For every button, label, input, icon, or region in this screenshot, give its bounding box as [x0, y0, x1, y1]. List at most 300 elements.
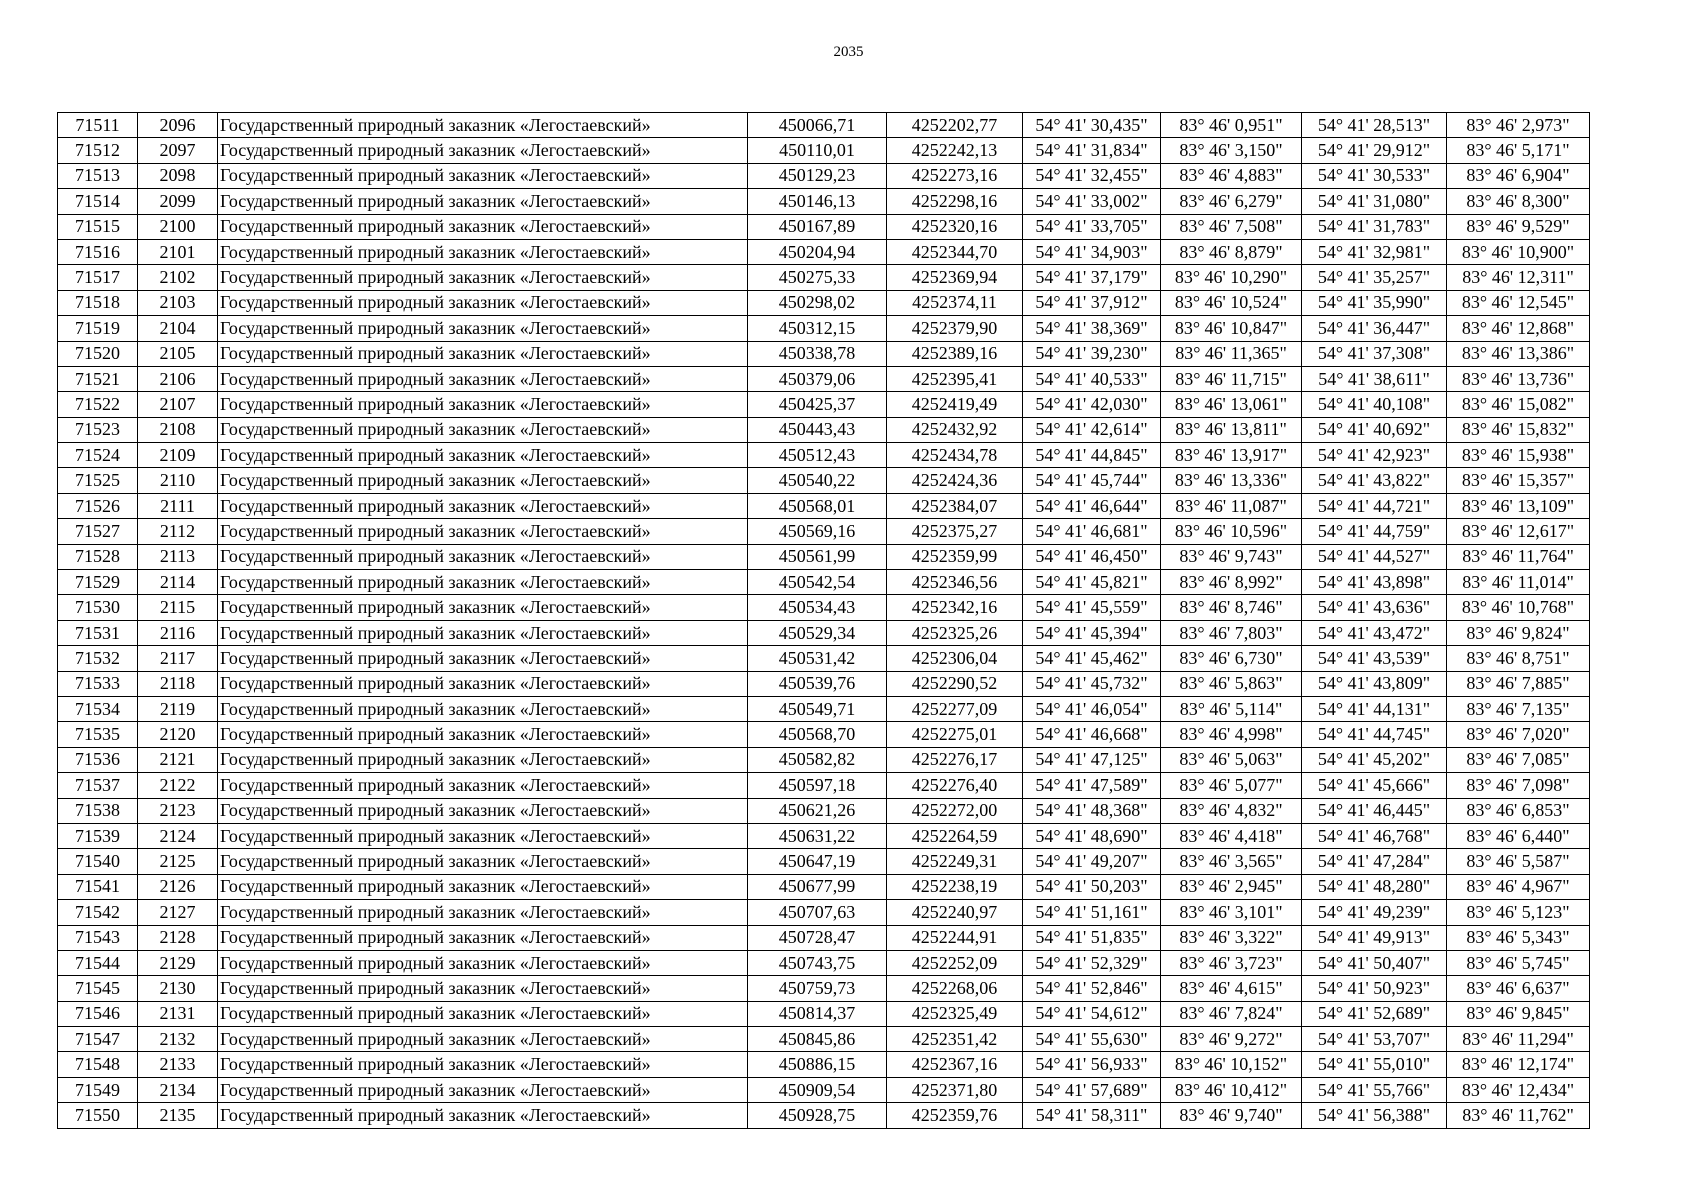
cell-row-id: 71533 — [58, 671, 138, 696]
cell-x-coordinate: 450338,78 — [748, 341, 887, 366]
cell-name: Государственный природный заказник «Легостаевский» — [218, 316, 748, 341]
cell-name: Государственный природный заказник «Легостаевский» — [218, 468, 748, 493]
cell-longitude-2: 83° 46' 13,736" — [1447, 366, 1590, 391]
cell-row-id: 71535 — [58, 722, 138, 747]
cell-row-id: 71523 — [58, 417, 138, 442]
cell-name: Государственный природный заказник «Легостаевский» — [218, 722, 748, 747]
cell-latitude-2: 54° 41' 55,010" — [1302, 1052, 1447, 1077]
cell-longitude-1: 83° 46' 9,272" — [1161, 1027, 1302, 1052]
cell-x-coordinate: 450597,18 — [748, 773, 887, 798]
cell-point-number: 2116 — [138, 620, 218, 645]
cell-y-coordinate: 4252395,41 — [887, 366, 1023, 391]
cell-longitude-1: 83° 46' 9,740" — [1161, 1103, 1302, 1128]
cell-y-coordinate: 4252276,40 — [887, 773, 1023, 798]
cell-latitude-2: 54° 41' 29,912" — [1302, 138, 1447, 163]
cell-longitude-2: 83° 46' 12,434" — [1447, 1077, 1590, 1102]
cell-latitude-2: 54° 41' 55,766" — [1302, 1077, 1447, 1102]
cell-x-coordinate: 450631,22 — [748, 823, 887, 848]
cell-latitude-1: 54° 41' 46,054" — [1023, 696, 1161, 721]
cell-y-coordinate: 4252252,09 — [887, 950, 1023, 975]
cell-row-id: 71517 — [58, 265, 138, 290]
cell-latitude-1: 54° 41' 37,912" — [1023, 290, 1161, 315]
cell-x-coordinate: 450561,99 — [748, 544, 887, 569]
cell-point-number: 2120 — [138, 722, 218, 747]
cell-latitude-1: 54° 41' 46,450" — [1023, 544, 1161, 569]
cell-x-coordinate: 450539,76 — [748, 671, 887, 696]
cell-row-id: 71522 — [58, 392, 138, 417]
cell-row-id: 71531 — [58, 620, 138, 645]
cell-point-number: 2126 — [138, 874, 218, 899]
cell-longitude-2: 83° 46' 7,020" — [1447, 722, 1590, 747]
cell-x-coordinate: 450707,63 — [748, 900, 887, 925]
cell-name: Государственный природный заказник «Легостаевский» — [218, 214, 748, 239]
cell-longitude-2: 83° 46' 10,900" — [1447, 239, 1590, 264]
cell-longitude-2: 83° 46' 13,386" — [1447, 341, 1590, 366]
cell-point-number: 2099 — [138, 189, 218, 214]
cell-x-coordinate: 450928,75 — [748, 1103, 887, 1128]
table-row — [58, 874, 1590, 899]
cell-point-number: 2115 — [138, 595, 218, 620]
cell-longitude-2: 83° 46' 5,171" — [1447, 138, 1590, 163]
cell-longitude-1: 83° 46' 6,279" — [1161, 189, 1302, 214]
cell-row-id: 71512 — [58, 138, 138, 163]
cell-row-id: 71542 — [58, 900, 138, 925]
cell-point-number: 2121 — [138, 747, 218, 772]
cell-longitude-2: 83° 46' 6,440" — [1447, 823, 1590, 848]
cell-longitude-2: 83° 46' 5,123" — [1447, 900, 1590, 925]
cell-y-coordinate: 4252264,59 — [887, 823, 1023, 848]
cell-name: Государственный природный заказник «Легостаевский» — [218, 290, 748, 315]
cell-latitude-2: 54° 41' 49,239" — [1302, 900, 1447, 925]
cell-name: Государственный природный заказник «Легостаевский» — [218, 1052, 748, 1077]
cell-name: Государственный природный заказник «Легостаевский» — [218, 620, 748, 645]
cell-longitude-1: 83° 46' 4,418" — [1161, 823, 1302, 848]
cell-longitude-1: 83° 46' 6,730" — [1161, 646, 1302, 671]
table-row — [58, 113, 1590, 138]
cell-latitude-1: 54° 41' 45,559" — [1023, 595, 1161, 620]
cell-longitude-2: 83° 46' 2,973" — [1447, 113, 1590, 138]
cell-point-number: 2108 — [138, 417, 218, 442]
cell-longitude-1: 83° 46' 3,322" — [1161, 925, 1302, 950]
cell-longitude-1: 83° 46' 10,290" — [1161, 265, 1302, 290]
cell-row-id: 71540 — [58, 849, 138, 874]
cell-y-coordinate: 4252374,11 — [887, 290, 1023, 315]
cell-x-coordinate: 450443,43 — [748, 417, 887, 442]
cell-longitude-2: 83° 46' 9,824" — [1447, 620, 1590, 645]
cell-name: Государственный природный заказник «Легостаевский» — [218, 1077, 748, 1102]
cell-longitude-1: 83° 46' 7,824" — [1161, 1001, 1302, 1026]
cell-longitude-1: 83° 46' 8,992" — [1161, 570, 1302, 595]
cell-y-coordinate: 4252434,78 — [887, 443, 1023, 468]
cell-latitude-1: 54° 41' 45,732" — [1023, 671, 1161, 696]
cell-point-number: 2107 — [138, 392, 218, 417]
cell-latitude-2: 54° 41' 49,913" — [1302, 925, 1447, 950]
cell-x-coordinate: 450743,75 — [748, 950, 887, 975]
cell-y-coordinate: 4252359,76 — [887, 1103, 1023, 1128]
cell-x-coordinate: 450540,22 — [748, 468, 887, 493]
cell-latitude-2: 54° 41' 30,533" — [1302, 163, 1447, 188]
cell-row-id: 71549 — [58, 1077, 138, 1102]
cell-row-id: 71527 — [58, 519, 138, 544]
cell-point-number: 2114 — [138, 570, 218, 595]
cell-name: Государственный природный заказник «Легостаевский» — [218, 1001, 748, 1026]
cell-row-id: 71537 — [58, 773, 138, 798]
cell-latitude-1: 54° 41' 33,705" — [1023, 214, 1161, 239]
cell-point-number: 2130 — [138, 976, 218, 1001]
cell-longitude-2: 83° 46' 6,853" — [1447, 798, 1590, 823]
cell-row-id: 71543 — [58, 925, 138, 950]
cell-longitude-2: 83° 46' 10,768" — [1447, 595, 1590, 620]
cell-latitude-2: 54° 41' 35,990" — [1302, 290, 1447, 315]
cell-y-coordinate: 4252277,09 — [887, 696, 1023, 721]
cell-x-coordinate: 450814,37 — [748, 1001, 887, 1026]
cell-latitude-1: 54° 41' 37,179" — [1023, 265, 1161, 290]
cell-point-number: 2129 — [138, 950, 218, 975]
cell-latitude-2: 54° 41' 40,108" — [1302, 392, 1447, 417]
cell-point-number: 2132 — [138, 1027, 218, 1052]
cell-longitude-1: 83° 46' 10,152" — [1161, 1052, 1302, 1077]
cell-latitude-2: 54° 41' 52,689" — [1302, 1001, 1447, 1026]
cell-y-coordinate: 4252351,42 — [887, 1027, 1023, 1052]
table-row — [58, 1077, 1590, 1102]
cell-row-id: 71546 — [58, 1001, 138, 1026]
cell-row-id: 71541 — [58, 874, 138, 899]
cell-longitude-1: 83° 46' 4,832" — [1161, 798, 1302, 823]
table-row — [58, 417, 1590, 442]
table-row — [58, 950, 1590, 975]
cell-latitude-2: 54° 41' 50,923" — [1302, 976, 1447, 1001]
cell-x-coordinate: 450066,71 — [748, 113, 887, 138]
cell-name: Государственный природный заказник «Легостаевский» — [218, 392, 748, 417]
cell-row-id: 71525 — [58, 468, 138, 493]
cell-latitude-2: 54° 41' 48,280" — [1302, 874, 1447, 899]
cell-row-id: 71550 — [58, 1103, 138, 1128]
cell-longitude-2: 83° 46' 15,082" — [1447, 392, 1590, 417]
cell-point-number: 2101 — [138, 239, 218, 264]
cell-y-coordinate: 4252389,16 — [887, 341, 1023, 366]
cell-name: Государственный природный заказник «Легостаевский» — [218, 874, 748, 899]
cell-x-coordinate: 450582,82 — [748, 747, 887, 772]
cell-name: Государственный природный заказник «Легостаевский» — [218, 900, 748, 925]
table-row — [58, 214, 1590, 239]
cell-name: Государственный природный заказник «Легостаевский» — [218, 366, 748, 391]
cell-latitude-1: 54° 41' 50,203" — [1023, 874, 1161, 899]
cell-point-number: 2124 — [138, 823, 218, 848]
cell-x-coordinate: 450534,43 — [748, 595, 887, 620]
cell-longitude-2: 83° 46' 7,885" — [1447, 671, 1590, 696]
cell-longitude-1: 83° 46' 4,883" — [1161, 163, 1302, 188]
cell-latitude-2: 54° 41' 43,472" — [1302, 620, 1447, 645]
cell-point-number: 2102 — [138, 265, 218, 290]
cell-longitude-1: 83° 46' 7,803" — [1161, 620, 1302, 645]
cell-latitude-2: 54° 41' 43,898" — [1302, 570, 1447, 595]
cell-latitude-1: 54° 41' 45,462" — [1023, 646, 1161, 671]
table-row — [58, 443, 1590, 468]
cell-longitude-2: 83° 46' 12,311" — [1447, 265, 1590, 290]
cell-row-id: 71520 — [58, 341, 138, 366]
cell-longitude-1: 83° 46' 0,951" — [1161, 113, 1302, 138]
cell-longitude-1: 83° 46' 3,723" — [1161, 950, 1302, 975]
cell-row-id: 71548 — [58, 1052, 138, 1077]
cell-y-coordinate: 4252244,91 — [887, 925, 1023, 950]
cell-x-coordinate: 450129,23 — [748, 163, 887, 188]
cell-longitude-2: 83° 46' 15,938" — [1447, 443, 1590, 468]
table-row — [58, 570, 1590, 595]
cell-longitude-1: 83° 46' 13,811" — [1161, 417, 1302, 442]
cell-latitude-1: 54° 41' 55,630" — [1023, 1027, 1161, 1052]
cell-y-coordinate: 4252290,52 — [887, 671, 1023, 696]
table-row — [58, 341, 1590, 366]
cell-row-id: 71516 — [58, 239, 138, 264]
cell-latitude-2: 54° 41' 37,308" — [1302, 341, 1447, 366]
cell-latitude-2: 54° 41' 44,745" — [1302, 722, 1447, 747]
table-row — [58, 138, 1590, 163]
cell-longitude-2: 83° 46' 6,637" — [1447, 976, 1590, 1001]
cell-y-coordinate: 4252369,94 — [887, 265, 1023, 290]
cell-latitude-1: 54° 41' 46,644" — [1023, 493, 1161, 518]
cell-x-coordinate: 450759,73 — [748, 976, 887, 1001]
cell-y-coordinate: 4252344,70 — [887, 239, 1023, 264]
cell-x-coordinate: 450298,02 — [748, 290, 887, 315]
cell-y-coordinate: 4252424,36 — [887, 468, 1023, 493]
cell-row-id: 71515 — [58, 214, 138, 239]
cell-row-id: 71530 — [58, 595, 138, 620]
cell-longitude-2: 83° 46' 13,109" — [1447, 493, 1590, 518]
cell-longitude-1: 83° 46' 2,945" — [1161, 874, 1302, 899]
cell-latitude-2: 54° 41' 44,131" — [1302, 696, 1447, 721]
cell-longitude-1: 83° 46' 5,077" — [1161, 773, 1302, 798]
cell-point-number: 2111 — [138, 493, 218, 518]
cell-y-coordinate: 4252432,92 — [887, 417, 1023, 442]
table-row — [58, 265, 1590, 290]
cell-longitude-2: 83° 46' 12,174" — [1447, 1052, 1590, 1077]
cell-latitude-1: 54° 41' 42,030" — [1023, 392, 1161, 417]
cell-name: Государственный природный заказник «Легостаевский» — [218, 189, 748, 214]
cell-y-coordinate: 4252268,06 — [887, 976, 1023, 1001]
cell-row-id: 71529 — [58, 570, 138, 595]
cell-latitude-1: 54° 41' 46,681" — [1023, 519, 1161, 544]
table-row — [58, 696, 1590, 721]
cell-latitude-1: 54° 41' 42,614" — [1023, 417, 1161, 442]
cell-name: Государственный природный заказник «Легостаевский» — [218, 595, 748, 620]
cell-latitude-2: 54° 41' 35,257" — [1302, 265, 1447, 290]
cell-point-number: 2097 — [138, 138, 218, 163]
cell-point-number: 2125 — [138, 849, 218, 874]
cell-name: Государственный природный заказник «Легостаевский» — [218, 493, 748, 518]
cell-longitude-2: 83° 46' 11,764" — [1447, 544, 1590, 569]
cell-y-coordinate: 4252346,56 — [887, 570, 1023, 595]
cell-latitude-2: 54° 41' 46,768" — [1302, 823, 1447, 848]
cell-latitude-1: 54° 41' 45,744" — [1023, 468, 1161, 493]
cell-point-number: 2117 — [138, 646, 218, 671]
cell-y-coordinate: 4252306,04 — [887, 646, 1023, 671]
cell-x-coordinate: 450204,94 — [748, 239, 887, 264]
cell-latitude-1: 54° 41' 30,435" — [1023, 113, 1161, 138]
cell-longitude-2: 83° 46' 8,751" — [1447, 646, 1590, 671]
cell-point-number: 2096 — [138, 113, 218, 138]
cell-point-number: 2104 — [138, 316, 218, 341]
cell-row-id: 71534 — [58, 696, 138, 721]
cell-point-number: 2118 — [138, 671, 218, 696]
cell-name: Государственный природный заказник «Легостаевский» — [218, 544, 748, 569]
cell-point-number: 2123 — [138, 798, 218, 823]
cell-latitude-2: 54° 41' 31,783" — [1302, 214, 1447, 239]
cell-longitude-2: 83° 46' 8,300" — [1447, 189, 1590, 214]
cell-longitude-1: 83° 46' 11,715" — [1161, 366, 1302, 391]
cell-longitude-1: 83° 46' 10,596" — [1161, 519, 1302, 544]
cell-latitude-2: 54° 41' 32,981" — [1302, 239, 1447, 264]
cell-point-number: 2100 — [138, 214, 218, 239]
table-row — [58, 1001, 1590, 1026]
cell-y-coordinate: 4252273,16 — [887, 163, 1023, 188]
cell-point-number: 2105 — [138, 341, 218, 366]
cell-x-coordinate: 450167,89 — [748, 214, 887, 239]
cell-row-id: 71545 — [58, 976, 138, 1001]
cell-longitude-2: 83° 46' 11,762" — [1447, 1103, 1590, 1128]
cell-y-coordinate: 4252249,31 — [887, 849, 1023, 874]
cell-longitude-1: 83° 46' 8,879" — [1161, 239, 1302, 264]
cell-name: Государственный природный заказник «Легостаевский» — [218, 417, 748, 442]
cell-row-id: 71539 — [58, 823, 138, 848]
cell-longitude-1: 83° 46' 9,743" — [1161, 544, 1302, 569]
cell-x-coordinate: 450728,47 — [748, 925, 887, 950]
cell-row-id: 71514 — [58, 189, 138, 214]
cell-point-number: 2098 — [138, 163, 218, 188]
cell-latitude-2: 54° 41' 43,539" — [1302, 646, 1447, 671]
cell-point-number: 2109 — [138, 443, 218, 468]
cell-y-coordinate: 4252240,97 — [887, 900, 1023, 925]
cell-x-coordinate: 450568,70 — [748, 722, 887, 747]
cell-x-coordinate: 450146,13 — [748, 189, 887, 214]
cell-latitude-1: 54° 41' 34,903" — [1023, 239, 1161, 264]
cell-point-number: 2110 — [138, 468, 218, 493]
cell-name: Государственный природный заказник «Легостаевский» — [218, 798, 748, 823]
cell-longitude-2: 83° 46' 9,529" — [1447, 214, 1590, 239]
cell-latitude-2: 54° 41' 43,809" — [1302, 671, 1447, 696]
cell-point-number: 2134 — [138, 1077, 218, 1102]
cell-y-coordinate: 4252272,00 — [887, 798, 1023, 823]
cell-name: Государственный природный заказник «Легостаевский» — [218, 925, 748, 950]
cell-longitude-1: 83° 46' 5,114" — [1161, 696, 1302, 721]
cell-longitude-2: 83° 46' 12,545" — [1447, 290, 1590, 315]
cell-x-coordinate: 450542,54 — [748, 570, 887, 595]
cell-name: Государственный природный заказник «Легостаевский» — [218, 823, 748, 848]
cell-row-id: 71518 — [58, 290, 138, 315]
table-row — [58, 290, 1590, 315]
table-row — [58, 925, 1590, 950]
page-number: 2035 — [833, 44, 864, 60]
cell-latitude-1: 54° 41' 49,207" — [1023, 849, 1161, 874]
cell-longitude-1: 83° 46' 3,565" — [1161, 849, 1302, 874]
cell-name: Государственный природный заказник «Легостаевский» — [218, 239, 748, 264]
cell-longitude-1: 83° 46' 3,101" — [1161, 900, 1302, 925]
cell-x-coordinate: 450425,37 — [748, 392, 887, 417]
table-row — [58, 646, 1590, 671]
cell-latitude-1: 54° 41' 51,161" — [1023, 900, 1161, 925]
cell-longitude-1: 83° 46' 5,063" — [1161, 747, 1302, 772]
cell-longitude-1: 83° 46' 4,615" — [1161, 976, 1302, 1001]
cell-x-coordinate: 450647,19 — [748, 849, 887, 874]
table-row — [58, 493, 1590, 518]
cell-latitude-2: 54° 41' 46,445" — [1302, 798, 1447, 823]
cell-name: Государственный природный заказник «Легостаевский» — [218, 671, 748, 696]
cell-y-coordinate: 4252276,17 — [887, 747, 1023, 772]
cell-x-coordinate: 450110,01 — [748, 138, 887, 163]
cell-longitude-1: 83° 46' 5,863" — [1161, 671, 1302, 696]
cell-latitude-2: 54° 41' 47,284" — [1302, 849, 1447, 874]
cell-latitude-1: 54° 41' 54,612" — [1023, 1001, 1161, 1026]
cell-x-coordinate: 450275,33 — [748, 265, 887, 290]
cell-name: Государственный природный заказник «Легостаевский» — [218, 113, 748, 138]
cell-x-coordinate: 450886,15 — [748, 1052, 887, 1077]
table-row — [58, 722, 1590, 747]
cell-y-coordinate: 4252320,16 — [887, 214, 1023, 239]
cell-x-coordinate: 450312,15 — [748, 316, 887, 341]
cell-row-id: 71536 — [58, 747, 138, 772]
cell-row-id: 71547 — [58, 1027, 138, 1052]
cell-name: Государственный природный заказник «Легостаевский» — [218, 265, 748, 290]
table-row — [58, 163, 1590, 188]
cell-point-number: 2127 — [138, 900, 218, 925]
cell-latitude-2: 54° 41' 44,759" — [1302, 519, 1447, 544]
table-row — [58, 849, 1590, 874]
cell-longitude-1: 83° 46' 8,746" — [1161, 595, 1302, 620]
cell-longitude-1: 83° 46' 10,524" — [1161, 290, 1302, 315]
cell-latitude-2: 54° 41' 45,202" — [1302, 747, 1447, 772]
cell-row-id: 71544 — [58, 950, 138, 975]
cell-point-number: 2128 — [138, 925, 218, 950]
table-row — [58, 316, 1590, 341]
cell-name: Государственный природный заказник «Легостаевский» — [218, 519, 748, 544]
cell-latitude-2: 54° 41' 42,923" — [1302, 443, 1447, 468]
cell-latitude-2: 54° 41' 43,822" — [1302, 468, 1447, 493]
cell-latitude-1: 54° 41' 38,369" — [1023, 316, 1161, 341]
cell-point-number: 2119 — [138, 696, 218, 721]
cell-name: Государственный природный заказник «Легостаевский» — [218, 163, 748, 188]
cell-longitude-2: 83° 46' 12,617" — [1447, 519, 1590, 544]
cell-latitude-1: 54° 41' 51,835" — [1023, 925, 1161, 950]
cell-longitude-2: 83° 46' 7,135" — [1447, 696, 1590, 721]
cell-latitude-2: 54° 41' 44,721" — [1302, 493, 1447, 518]
table-row — [58, 773, 1590, 798]
cell-latitude-1: 54° 41' 31,834" — [1023, 138, 1161, 163]
cell-y-coordinate: 4252325,26 — [887, 620, 1023, 645]
table-row — [58, 823, 1590, 848]
cell-row-id: 71526 — [58, 493, 138, 518]
cell-longitude-2: 83° 46' 5,343" — [1447, 925, 1590, 950]
table-row — [58, 468, 1590, 493]
cell-latitude-1: 54° 41' 57,689" — [1023, 1077, 1161, 1102]
table-row — [58, 239, 1590, 264]
cell-latitude-2: 54° 41' 28,513" — [1302, 113, 1447, 138]
table-row — [58, 976, 1590, 1001]
cell-y-coordinate: 4252359,99 — [887, 544, 1023, 569]
cell-longitude-2: 83° 46' 5,745" — [1447, 950, 1590, 975]
cell-longitude-1: 83° 46' 11,365" — [1161, 341, 1302, 366]
cell-point-number: 2106 — [138, 366, 218, 391]
cell-row-id: 71521 — [58, 366, 138, 391]
table-row — [58, 1103, 1590, 1128]
cell-y-coordinate: 4252238,19 — [887, 874, 1023, 899]
cell-latitude-2: 54° 41' 44,527" — [1302, 544, 1447, 569]
cell-point-number: 2131 — [138, 1001, 218, 1026]
cell-x-coordinate: 450531,42 — [748, 646, 887, 671]
cell-name: Государственный природный заказник «Легостаевский» — [218, 570, 748, 595]
cell-latitude-2: 54° 41' 43,636" — [1302, 595, 1447, 620]
cell-longitude-1: 83° 46' 11,087" — [1161, 493, 1302, 518]
cell-point-number: 2112 — [138, 519, 218, 544]
cell-y-coordinate: 4252367,16 — [887, 1052, 1023, 1077]
